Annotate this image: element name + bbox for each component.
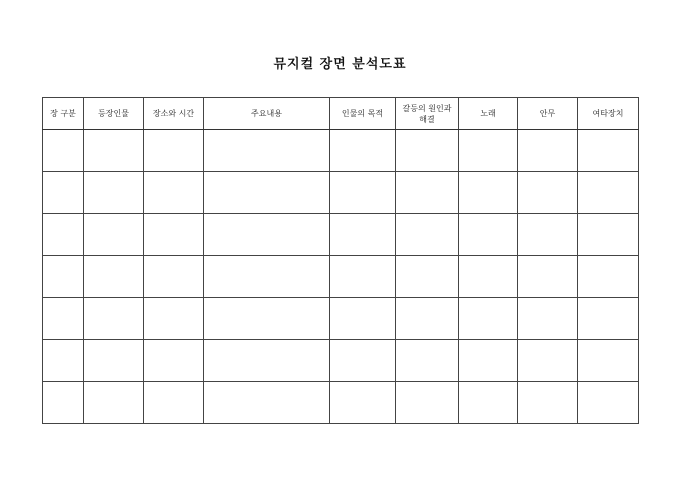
document-title: 뮤지컬 장면 분석도표: [273, 57, 407, 72]
table-cell[interactable]: [144, 340, 204, 382]
table-cell[interactable]: [43, 340, 84, 382]
table-cell[interactable]: [43, 172, 84, 214]
table-cell[interactable]: [578, 214, 639, 256]
table-cell[interactable]: [518, 340, 578, 382]
table-cell[interactable]: [204, 130, 330, 172]
header-label: 장소와 시간: [152, 109, 195, 118]
table-cell[interactable]: [518, 130, 578, 172]
table-cell[interactable]: [330, 214, 396, 256]
table-cell[interactable]: [518, 256, 578, 298]
table-cell[interactable]: [84, 130, 144, 172]
table-cell[interactable]: [144, 382, 204, 424]
header-song: [459, 98, 518, 130]
header-scene-division: [43, 98, 84, 130]
table-cell[interactable]: [144, 130, 204, 172]
header-characters: [84, 98, 144, 130]
table-cell[interactable]: [84, 340, 144, 382]
table-row: [43, 214, 639, 256]
table-cell[interactable]: [330, 130, 396, 172]
table-cell[interactable]: [84, 214, 144, 256]
table-cell[interactable]: [459, 382, 518, 424]
table-cell[interactable]: [144, 172, 204, 214]
table-cell[interactable]: [84, 382, 144, 424]
header-label: 등장인물: [98, 109, 129, 118]
table-cell[interactable]: [330, 340, 396, 382]
table-cell[interactable]: [459, 256, 518, 298]
table-cell[interactable]: [204, 382, 330, 424]
table-cell[interactable]: [459, 172, 518, 214]
table-row: [43, 256, 639, 298]
header-choreography: [518, 98, 578, 130]
table-cell[interactable]: [43, 298, 84, 340]
table-cell[interactable]: [144, 214, 204, 256]
header-conflict: [396, 98, 459, 130]
table-cell[interactable]: [459, 298, 518, 340]
table-cell[interactable]: [578, 256, 639, 298]
table-cell[interactable]: [330, 382, 396, 424]
table-cell[interactable]: [459, 130, 518, 172]
table-cell[interactable]: [144, 256, 204, 298]
header-main-content: [204, 98, 330, 130]
table-row: [43, 172, 639, 214]
table-cell[interactable]: [578, 382, 639, 424]
table-row: [43, 382, 639, 424]
table-cell[interactable]: [330, 298, 396, 340]
table-cell[interactable]: [396, 172, 459, 214]
header-label: 장 구분: [50, 109, 76, 118]
table-cell[interactable]: [144, 298, 204, 340]
table-cell[interactable]: [578, 130, 639, 172]
table-cell[interactable]: [459, 340, 518, 382]
table-cell[interactable]: [43, 256, 84, 298]
table-cell[interactable]: [43, 214, 84, 256]
scene-analysis-table: [42, 97, 639, 424]
table-cell[interactable]: [396, 298, 459, 340]
header-label: 갈등의 원인과 해결: [402, 103, 452, 124]
header-label: 노래: [480, 109, 496, 118]
table-row: [43, 130, 639, 172]
table-cell[interactable]: [396, 256, 459, 298]
table-cell[interactable]: [84, 256, 144, 298]
table-cell[interactable]: [396, 382, 459, 424]
table-cell[interactable]: [43, 382, 84, 424]
table-cell[interactable]: [84, 298, 144, 340]
table-cell[interactable]: [84, 172, 144, 214]
header-label: 인물의 목적: [341, 109, 384, 118]
table-cell[interactable]: [396, 214, 459, 256]
table-row: [43, 298, 639, 340]
table-cell[interactable]: [204, 172, 330, 214]
table-cell[interactable]: [578, 298, 639, 340]
table-cell[interactable]: [43, 130, 84, 172]
header-other-devices: [578, 98, 639, 130]
table-cell[interactable]: [204, 340, 330, 382]
header-label: 여타장치: [592, 109, 624, 118]
table-cell[interactable]: [518, 382, 578, 424]
table-cell[interactable]: [518, 214, 578, 256]
header-character-goal: [330, 98, 396, 130]
table-cell[interactable]: [396, 340, 459, 382]
table-cell[interactable]: [396, 130, 459, 172]
table-cell[interactable]: [518, 298, 578, 340]
table-cell[interactable]: [330, 256, 396, 298]
table-body: [43, 130, 639, 424]
table-cell[interactable]: [518, 172, 578, 214]
table-row: [43, 340, 639, 382]
header-label: 안무: [539, 109, 556, 118]
table-cell[interactable]: [204, 256, 330, 298]
table-cell[interactable]: [578, 340, 639, 382]
table-cell[interactable]: [459, 214, 518, 256]
table-cell[interactable]: [578, 172, 639, 214]
table-cell[interactable]: [204, 214, 330, 256]
header-label: 주요내용: [251, 109, 282, 118]
table-header-row: [43, 98, 639, 130]
header-place-time: [144, 98, 204, 130]
table-cell[interactable]: [330, 172, 396, 214]
table-cell[interactable]: [204, 298, 330, 340]
